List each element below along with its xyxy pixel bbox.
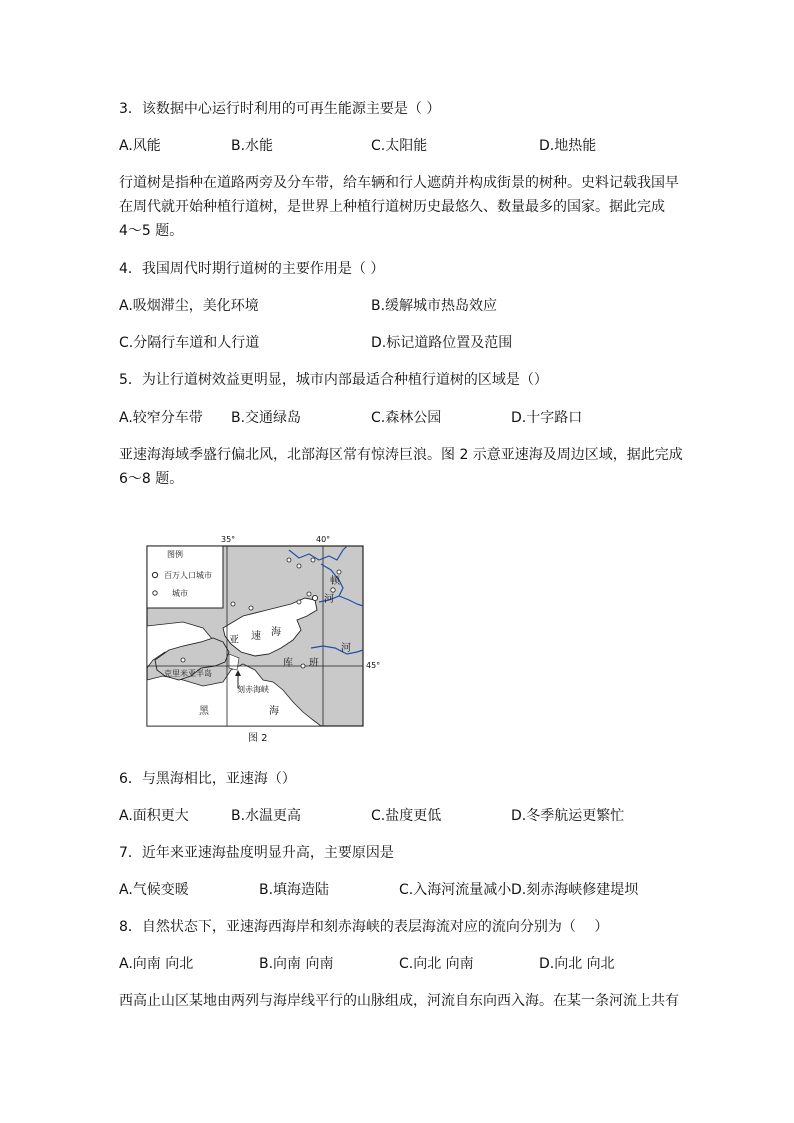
q3-option-c: C.太阳能 [371, 138, 428, 154]
q5-stem: 5．为让行道树效益更明显，城市内部最适合种植行道树的区域是（） [119, 372, 548, 388]
kuban-river-label: 河 [341, 643, 351, 654]
lat-45-label: 45° [366, 661, 381, 670]
q3-option-b: B.水能 [231, 138, 274, 154]
passage1-line-1: 行道树是指种在道路两旁及分车带，给车辆和行人遮荫并构成街景的树种。史料记载我国早 [119, 175, 679, 191]
figure-caption: 图 2 [248, 733, 268, 744]
q8-option-d: D.向北 向北 [539, 956, 615, 972]
q7-stem: 7．近年来亚速海盐度明显升高，主要原因是 [119, 845, 394, 861]
q8-option-a: A.向南 向北 [119, 956, 194, 972]
sea-label-3: 海 [271, 627, 281, 638]
map-drawing [143, 530, 383, 730]
azov-sea-map [143, 530, 383, 750]
q6-option-c: C.盐度更低 [371, 808, 442, 824]
don-river-label-1: 顿 [330, 576, 340, 587]
kuban-label-1: 库 [283, 658, 293, 669]
q8-option-c: C.向北 向南 [399, 956, 474, 972]
sea-label-2: 速 [251, 631, 261, 642]
legend-city-label: 城市 [172, 589, 188, 598]
q6-option-b: B.水温更高 [231, 808, 302, 824]
passage1-line-3: 4～5 题。 [119, 223, 184, 239]
passage3-line: 西高止山区某地由两列与海岸线平行的山脉组成，河流自东向西入海。在某一条河流上共有 [119, 993, 679, 1009]
q6-stem: 6．与黑海相比，亚速海（） [119, 771, 296, 787]
q4-stem: 4．我国周代时期行道树的主要作用是（ ） [119, 261, 385, 277]
q5-option-b: B.交通绿岛 [231, 410, 302, 426]
passage2-line-2: 6～8 题。 [119, 471, 184, 487]
q8-option-b: B.向南 向南 [259, 956, 334, 972]
passage1-line-2: 在周代就开始种植行道树，是世界上种植行道树历史最悠久、数量最多的国家。据此完成 [119, 199, 665, 215]
q6-option-d: D.冬季航运更繁忙 [511, 808, 625, 824]
crimea-label: 克里米亚半岛 [164, 669, 212, 678]
q4-option-c: C.分隔行车道和人行道 [119, 335, 260, 351]
lon-40-label: 40° [316, 535, 331, 544]
q5-option-c: C.森林公园 [371, 410, 442, 426]
q4-option-b: B.缓解城市热岛效应 [371, 298, 498, 314]
q5-option-d: D.十字路口 [511, 410, 583, 426]
sea-label-1: 亚 [229, 635, 239, 646]
q7-option-a: A.气候变暖 [119, 882, 189, 898]
black-sea-label-2: 海 [269, 706, 279, 717]
q7-option-d: D.刻赤海峡修建堤坝 [511, 882, 639, 898]
q7-option-b: B.填海造陆 [259, 882, 330, 898]
passage2-line-1: 亚速海海域季盛行偏北风，北部海区常有惊涛巨浪。图 2 示意亚速海及周边区域，据此完成 [119, 447, 683, 463]
don-river-label-2: 河 [324, 594, 334, 605]
black-sea-label-1: 黑 [199, 706, 209, 717]
q8-stem: 8．自然状态下，亚速海西海岸和刻赤海峡的表层海流对应的流向分别为（ ） [119, 919, 609, 935]
q3-option-d: D.地热能 [539, 138, 597, 154]
legend-title: 图例 [167, 550, 183, 559]
q5-option-a: A.较窄分车带 [119, 410, 203, 426]
q4-option-a: A.吸烟滞尘，美化环境 [119, 298, 259, 314]
kuban-label-2: 班 [309, 658, 319, 669]
q3-option-a: A.风能 [119, 138, 161, 154]
q6-option-a: A.面积更大 [119, 808, 189, 824]
q3-stem: 3．该数据中心运行时利用的可再生能源主要是（ ） [119, 101, 441, 117]
kerch-strait-label: 刻赤海峡 [237, 685, 269, 694]
q7-option-c: C.入海河流量减小 [399, 882, 512, 898]
q4-option-d: D.标记道路位置及范围 [371, 335, 513, 351]
lon-35-label: 35° [221, 535, 236, 544]
legend-big-city-label: 百万人口城市 [164, 571, 212, 580]
